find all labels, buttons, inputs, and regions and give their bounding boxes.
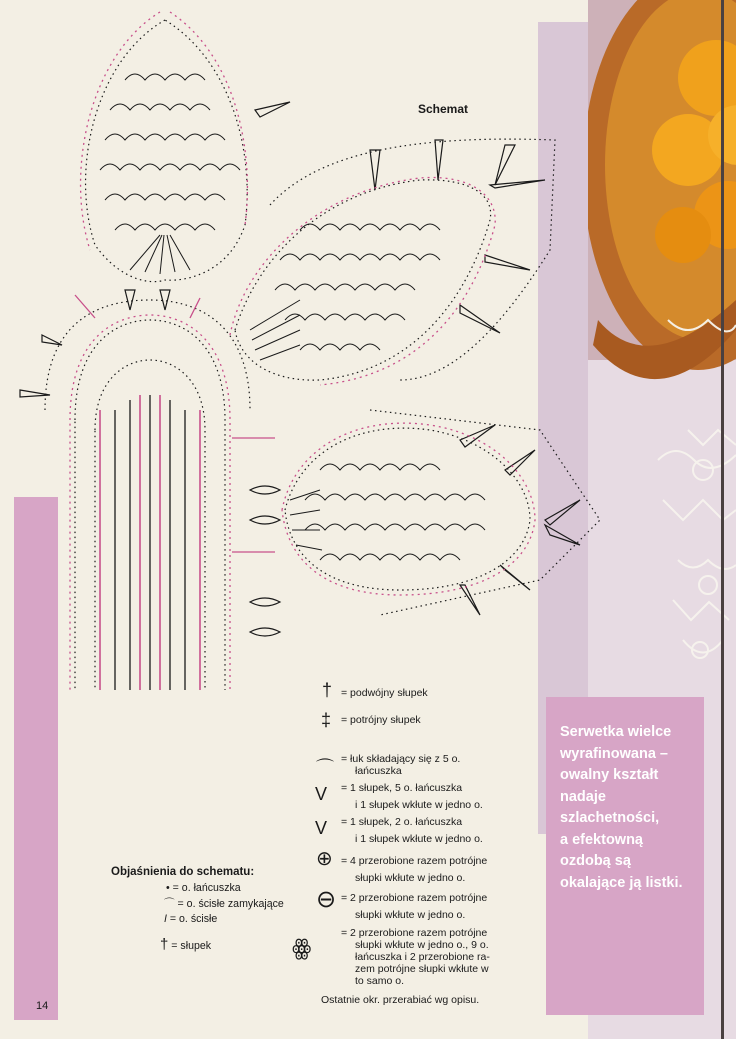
triple-stitch-symbol: ‡ xyxy=(321,710,332,730)
legend-item-v5: = 1 słupek, 5 o. łańcuszka i 1 słupek wkłute w jedno o. xyxy=(341,782,483,811)
cluster-4-symbol: ⊕ xyxy=(316,848,333,870)
caption-line: szlachetności, xyxy=(560,810,660,826)
legend-title: Objaśnienia do schematu: xyxy=(111,866,255,878)
diagram-title: Schemat xyxy=(418,102,469,116)
cluster-2-symbol: ⊖ xyxy=(316,886,337,913)
chain-symbol: • xyxy=(166,882,170,894)
caption-line: okalające ją listki. xyxy=(560,874,683,891)
caption-line: Serwetka wielce xyxy=(560,724,672,740)
legend-item-cluster4: = 4 przerobione razem potrójne słupki wkłute w jedno o. xyxy=(341,855,488,884)
caption-line: a efektowną xyxy=(560,831,643,848)
caption-line: nadaje xyxy=(560,788,606,805)
single-crochet-symbol: I xyxy=(164,913,167,925)
legend-slip-stitch xyxy=(164,896,284,911)
caption-line: wyrafinowana – xyxy=(560,745,668,762)
footer-note: Ostatnie okr. przerabiać wg opisu. xyxy=(321,994,480,1006)
double-crochet-symbol: † xyxy=(160,936,169,953)
legend-item-triple: = potrójny słupek xyxy=(341,714,421,726)
legend-slip-stitch-text: = o. ścisłe zamykające xyxy=(177,898,284,910)
caption-line: ozdobą są xyxy=(560,853,631,869)
legend-item-picot: = 2 przerobione razem potrójne słupki wkłute w jedno o., 9 o. łańcuszka i 2 przerobione ra- zem potrójne słupki wkłute w to samo o. xyxy=(341,927,490,987)
legend-chain-text: = o. łańcuszka xyxy=(172,882,241,894)
v-stitch-5-symbol: V xyxy=(315,784,328,804)
double-stitch-symbol: † xyxy=(322,680,333,700)
slip-stitch-symbol: ⌒ xyxy=(164,898,175,910)
legend-double-crochet-text: = słupek xyxy=(171,940,212,952)
legend-single-crochet-text: = o. ścisłe xyxy=(169,913,218,925)
legend-double-crochet xyxy=(160,936,211,953)
legend-item-v2: = 1 słupek, 2 o. łańcuszka i 1 słupek wkłute w jedno o. xyxy=(341,816,483,845)
legend-item-arc: = łuk składający się z 5 o. łańcuszka xyxy=(341,753,461,777)
legend-item-cluster2: = 2 przerobione razem potrójne słupki wkłute w jedno o. xyxy=(341,892,488,921)
page-number: 14 xyxy=(36,1000,49,1012)
caption-line: owalny kształt xyxy=(560,767,659,783)
picot-cluster-symbol: ꙮ xyxy=(292,935,312,960)
chain-arc-symbol: ⌒ xyxy=(316,758,334,778)
legend-chain xyxy=(166,882,241,894)
legend-item-double: = podwójny słupek xyxy=(341,687,428,699)
caption-text xyxy=(560,722,700,894)
v-stitch-2-symbol: V xyxy=(315,818,328,838)
legend-single-crochet xyxy=(164,913,217,925)
